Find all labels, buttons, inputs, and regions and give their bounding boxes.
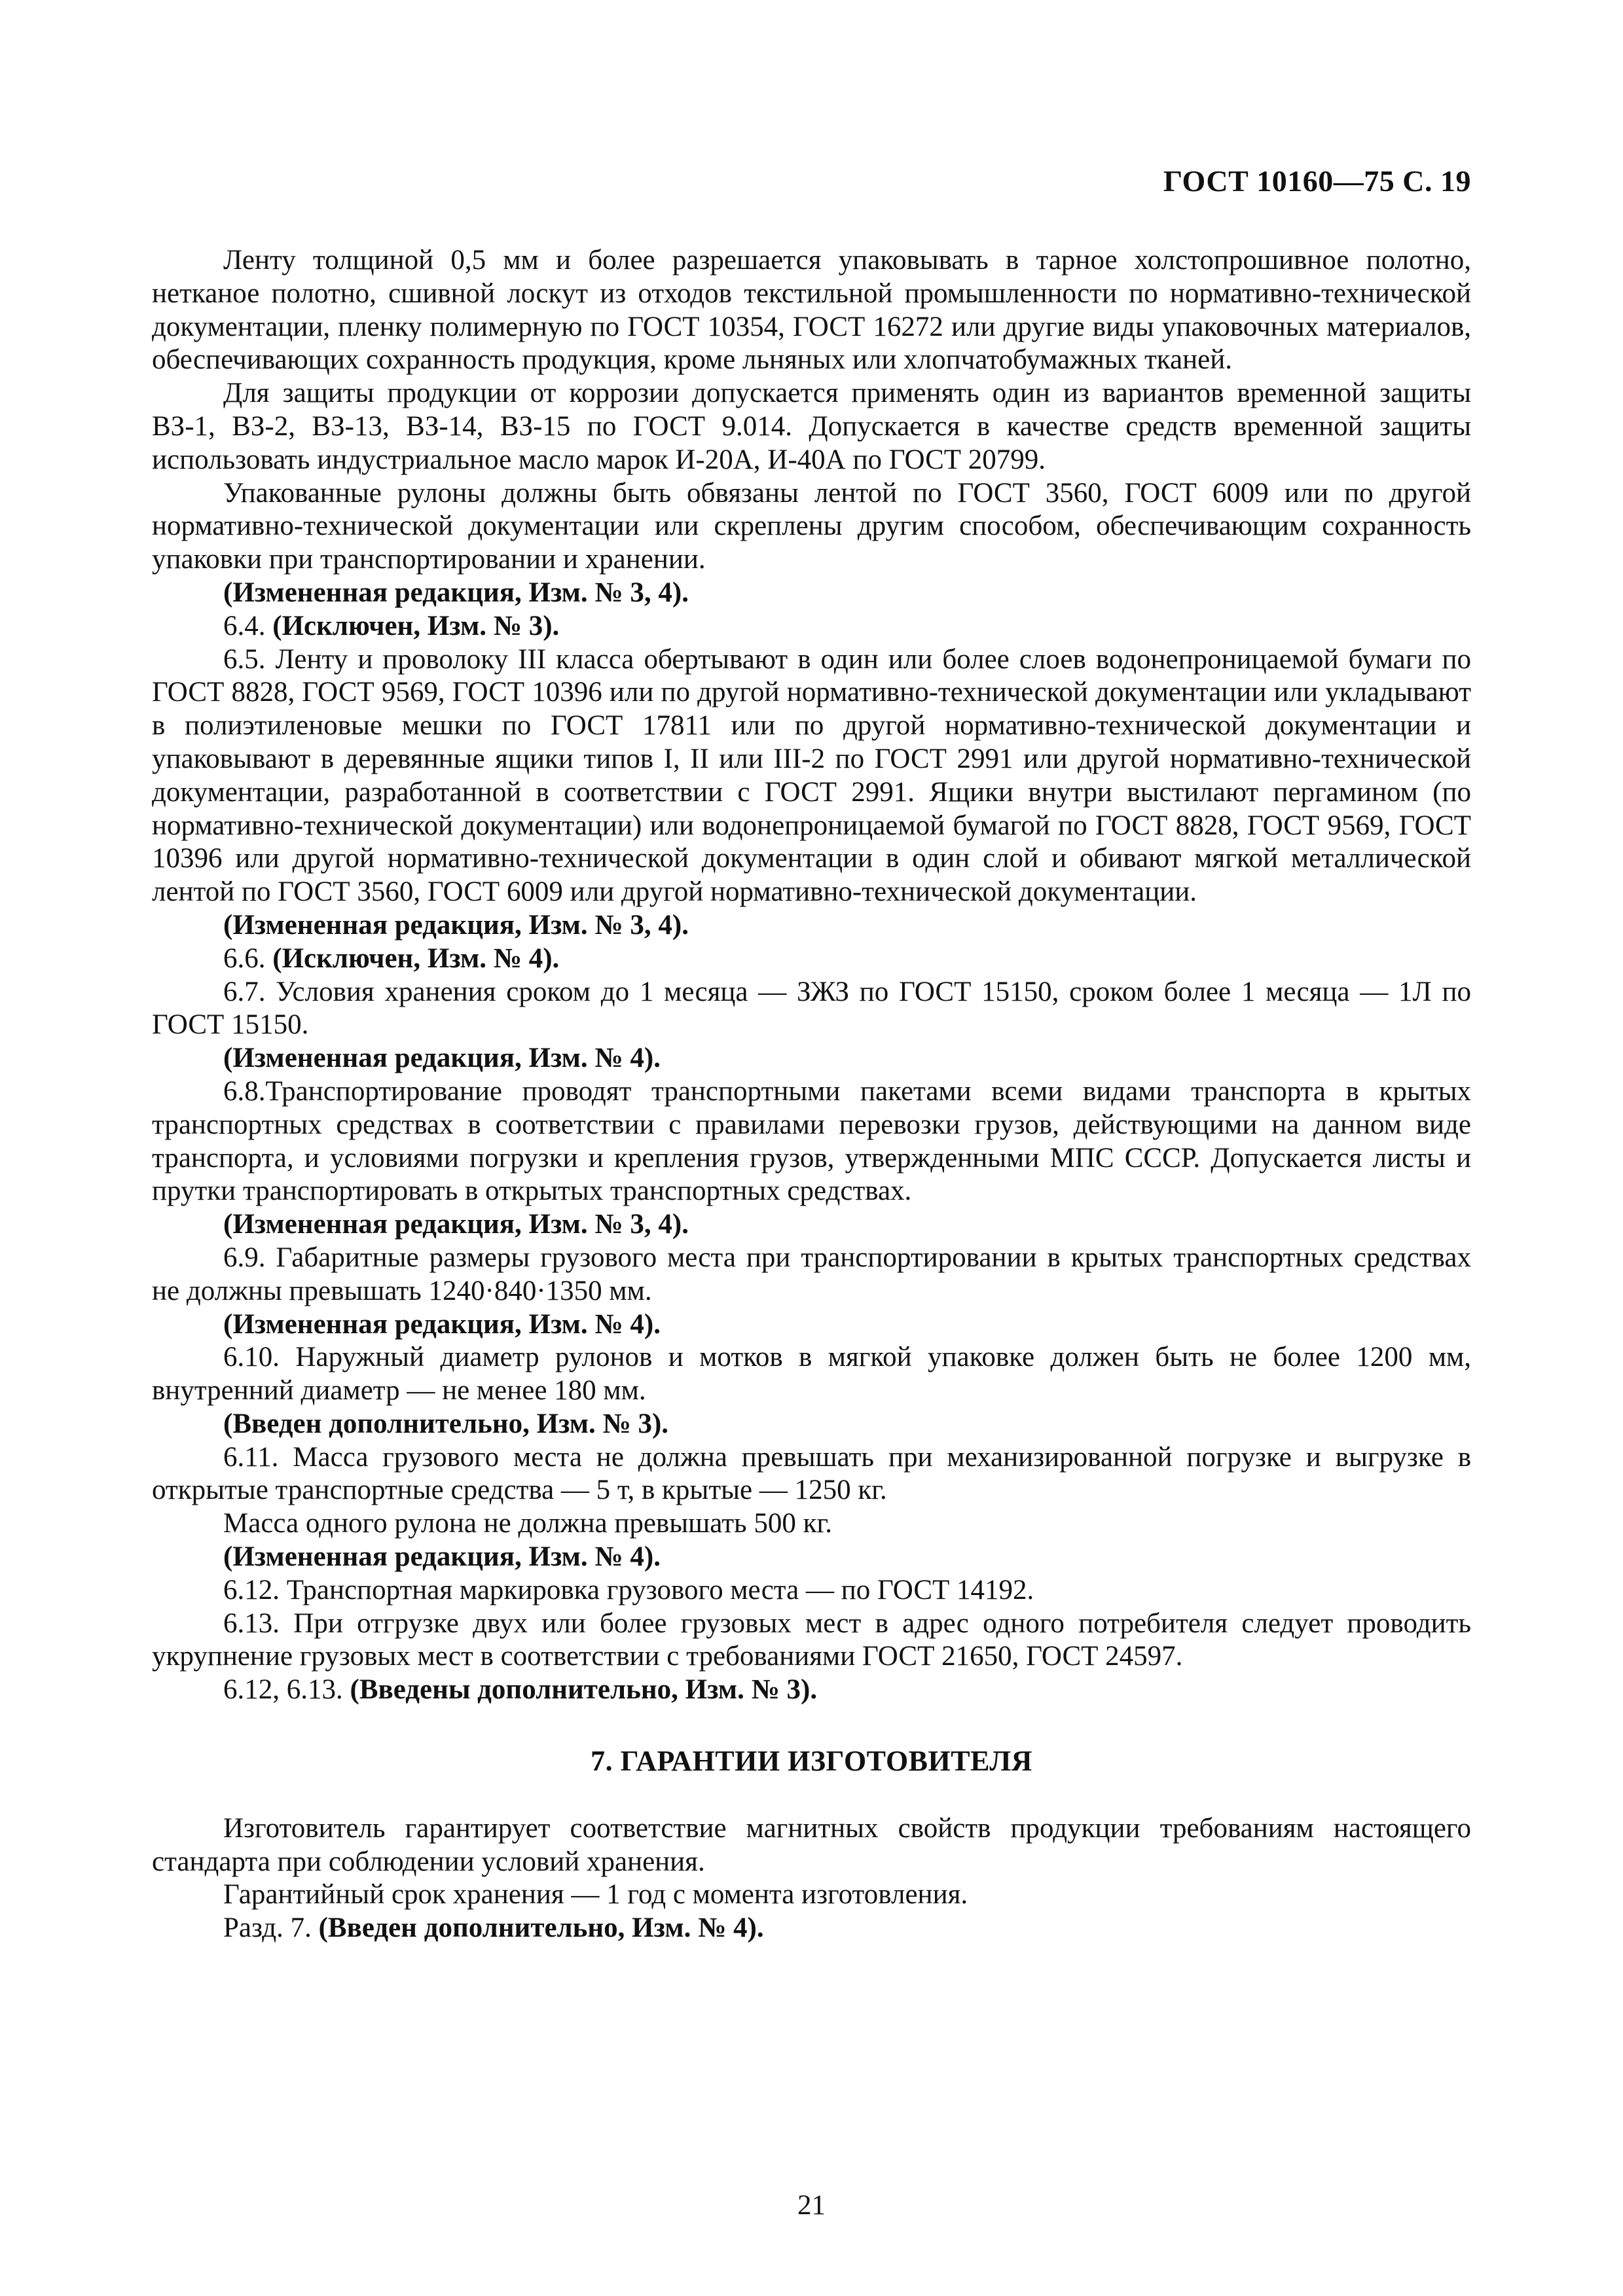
clause-6-11: 6.11. Масса грузового места не должна превышать при механизированной погрузке и выгрузке в открытые транспортные средства — 5 т, в крытые — 1250 кг.: [152, 1441, 1471, 1506]
paragraph: Изготовитель гарантирует соответствие магнитных свойств продукции требованиям настоящего стандарта при соблюдении условий хранения.: [152, 1812, 1471, 1877]
amendment-note-text: (Измененная редакция, Изм. № 4).: [223, 1308, 661, 1340]
amendment-note-text: (Измененная редакция, Изм. № 3, 4).: [223, 909, 689, 941]
amendment-note: [152, 1674, 1471, 1707]
amendment-note-text: (Измененная редакция, Изм. № 4).: [223, 1541, 661, 1573]
amendment-note-text: (Измененная редакция, Изм. № 3, 4).: [223, 1209, 689, 1240]
amendment-note: [152, 1541, 1471, 1574]
clause-6-5: 6.5. Ленту и проволоку III класса обертывают в один или более слоев водонепроницаемой бумаги по ГОСТ 8828, ГОСТ 9569, ГОСТ 10396 или по другой нормативно-технической документации или укладывают в полиэтиленовые мешки по ГОСТ 17811 или по другой нормативно-технической документации и упаковывают в деревянные ящики типов I, II или III-2 по ГОСТ 2991 или другой нормативно-технической документации, разработанной в соответствии с ГОСТ 2991. Ящики внутри выстилают пергамином (по нормативно-технической документации) или водонепроницаемой бумагой по ГОСТ 8828, ГОСТ 9569, ГОСТ 10396 или другой нормативно-технической документации в один слой и обивают мягкой металлической лентой по ГОСТ 3560, ГОСТ 6009 или другой нормативно-технической документации.: [152, 643, 1471, 908]
clause-6-10: 6.10. Наружный диаметр рулонов и мотков в мягкой упаковке должен быть не более 1200 мм, внутренний диаметр — не менее 180 мм.: [152, 1342, 1471, 1407]
amendment-note-text: (Измененная редакция, Изм. № 4).: [223, 1043, 661, 1074]
amendment-note: [152, 1208, 1471, 1242]
amendment-note: [152, 909, 1471, 942]
amendment-note: [152, 1042, 1471, 1075]
amendment-note: [152, 1408, 1471, 1441]
clause-6-4: [152, 610, 1471, 643]
clause-number: 6.12, 6.13.: [223, 1674, 350, 1706]
amendment-note: [152, 1912, 1471, 1945]
amendment-note: [152, 577, 1471, 610]
clause-6-13: 6.13. При отгрузке двух или более грузовых мест в адрес одного потребителя следует проводить укрупнение грузовых мест в соответствии с требованиями ГОСТ 21650, ГОСТ 24597.: [152, 1607, 1471, 1672]
amendment-note: [152, 1308, 1471, 1342]
amendment-note-text: (Введен дополнительно, Изм. № 3).: [223, 1408, 669, 1439]
clause-6-6: [152, 942, 1471, 976]
page-number: 21: [797, 2190, 826, 2221]
clause-number: 6.6.: [223, 942, 273, 974]
amendment-note-text: (Введен дополнительно, Изм. № 4).: [318, 1912, 764, 1944]
clause-6-7: 6.7. Условия хранения сроком до 1 месяца — ЗЖЗ по ГОСТ 15150, сроком более 1 месяца — 1Л по ГОСТ 15150.: [152, 976, 1471, 1041]
paragraph: Гарантийный срок хранения — 1 год с момента изготовления.: [223, 1879, 968, 1910]
paragraph: Упакованные рулоны должны быть обвязаны лентой по ГОСТ 3560, ГОСТ 6009 или по другой нормативно-технической документации или скреплены другим способом, обеспечивающим сохранность упаковки при транспортировании и хранении.: [152, 477, 1471, 575]
running-head: ГОСТ 10160—75 С. 19: [1163, 164, 1471, 198]
amendment-note-text: (Исключен, Изм. № 3).: [272, 610, 560, 641]
clause-number: Разд. 7.: [223, 1912, 319, 1944]
clause-6-8: 6.8.Транспортирование проводят транспортными пакетами всеми видами транспорта в крытых транспортных средствах в соответствии с правилами перевозки грузов, действующими на данном виде транспорта, и условиями погрузки и крепления грузов, утвержденными МПС СССР. Допускается листы и прутки транспортировать в открытых транспортных средствах.: [152, 1075, 1471, 1207]
section-title: 7. ГАРАНТИИ ИЗГОТОВИТЕЛЯ: [591, 1745, 1032, 1778]
paragraph: Ленту толщиной 0,5 мм и более разрешается упаковывать в тарное холстопрошивное полотно, нетканое полотно, сшивной лоскут из отходов текстильной промышленности по нормативно-технической документации, пленку полимерную по ГОСТ 10354, ГОСТ 16272 или другие виды упаковочных материалов, обеспечивающих сохранность продукция, кроме льняных или хлопчатобумажных тканей.: [152, 245, 1471, 376]
clause-number: 6.4.: [223, 610, 273, 641]
paragraph: Для защиты продукции от коррозии допускается применять один из вариантов временной защиты ВЗ-1, ВЗ-2, ВЗ-13, ВЗ-14, ВЗ-15 по ГОСТ 9.014. Допускается в качестве средств временной защиты использовать индустриальное масло марок И-20А, И-40А по ГОСТ 20799.: [152, 378, 1471, 475]
clause-6-12: 6.12. Транспортная маркировка грузового места — по ГОСТ 14192.: [223, 1574, 1034, 1605]
amendment-note-text: (Измененная редакция, Изм. № 3, 4).: [223, 577, 689, 608]
amendment-note-text: (Введены дополнительно, Изм. № 3).: [350, 1674, 818, 1706]
amendment-note-text: (Исключен, Изм. № 4).: [272, 942, 560, 974]
clause-6-9: 6.9. Габаритные размеры грузового места при транспортировании в крытых транспортных средствах не должны превышать 1240·840·1350 мм.: [152, 1242, 1471, 1306]
document-body: [152, 244, 1471, 1945]
paragraph: Масса одного рулона не должна превышать 500 кг.: [223, 1508, 833, 1539]
